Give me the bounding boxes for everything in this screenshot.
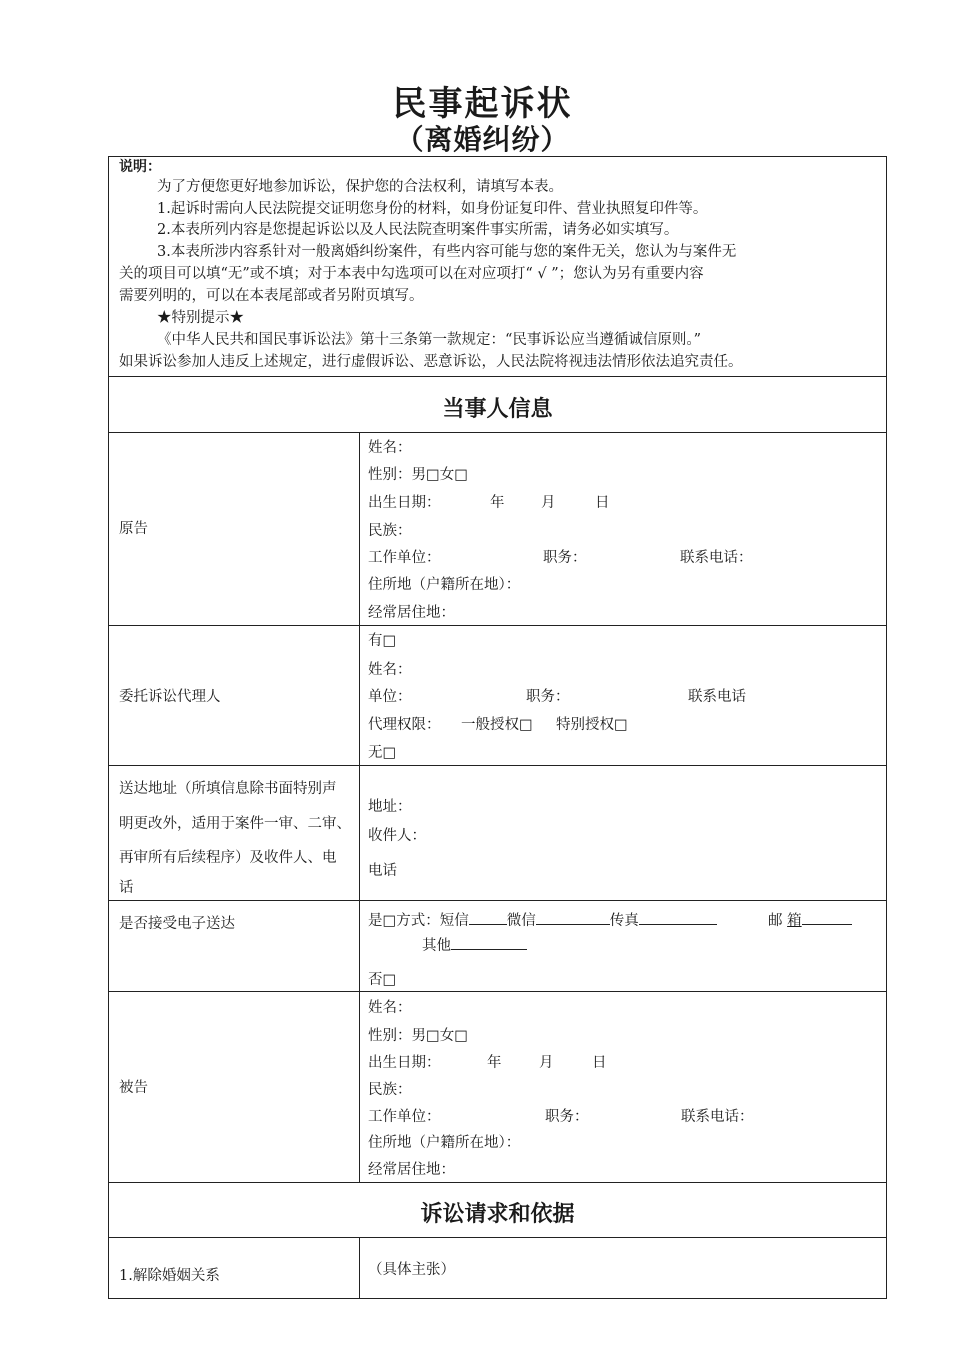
wechat-label: 微信 xyxy=(506,913,536,929)
column-divider xyxy=(359,432,360,1182)
service-recipient-field[interactable]: 收件人： xyxy=(368,828,426,844)
notes-line: 1.起诉时需向人民法院提交证明您身份的材料，如身份证复印件、营业执照复印件等。 xyxy=(157,201,708,217)
electronic-yes-checkbox[interactable] xyxy=(368,910,717,931)
section-title-parties: 当事人信息 xyxy=(442,397,553,422)
plaintiff-habitual-field[interactable]: 经常居住地： xyxy=(368,605,455,621)
plaintiff-label: 原告 xyxy=(119,521,148,537)
column-divider xyxy=(359,1237,360,1299)
defendant-label: 被告 xyxy=(119,1080,148,1096)
email-label: 箱 xyxy=(787,913,802,929)
email-field[interactable] xyxy=(768,910,852,931)
divider xyxy=(109,625,886,626)
divider xyxy=(109,1182,886,1183)
other-blank[interactable] xyxy=(451,935,527,950)
agent-label: 委托诉讼代理人 xyxy=(119,689,221,705)
email-label: 邮 xyxy=(768,913,783,929)
service-address-field[interactable]: 地址： xyxy=(368,799,412,815)
month-label: 月 xyxy=(539,1055,554,1071)
day-label: 日 xyxy=(592,1055,607,1071)
divider xyxy=(109,376,886,377)
agent-position-field[interactable]: 职务： xyxy=(526,689,570,705)
email-blank[interactable] xyxy=(802,910,852,925)
plaintiff-phone-field[interactable]: 联系电话： xyxy=(680,550,753,566)
service-label: 明更改外，适用于案件一审、二审、 xyxy=(119,816,351,832)
document-title: 民事起诉状 xyxy=(392,84,573,124)
general-authority-checkbox[interactable]: 一般授权□ xyxy=(461,717,533,733)
divider xyxy=(109,991,886,992)
service-label: 话 xyxy=(119,880,134,896)
defendant-position-field[interactable]: 职务： xyxy=(545,1109,589,1125)
year-label: 年 xyxy=(487,1055,502,1071)
claim-label: 1.解除婚姻关系 xyxy=(119,1268,220,1284)
notes-line: 关的项目可以填“无”或不填；对于本表中勾选项可以在对应项打“ √ ”；您认为另有重要内容 xyxy=(119,266,704,282)
agent-authority-label: 代理权限： xyxy=(368,717,441,733)
year-label: 年 xyxy=(490,495,505,511)
agent-phone-field[interactable]: 联系电话 xyxy=(688,689,746,705)
electronic-label: 是否接受电子送达 xyxy=(119,916,235,932)
service-label: 送达地址（所填信息除书面特别声 xyxy=(119,781,337,797)
sms-blank[interactable] xyxy=(469,910,507,925)
divider xyxy=(109,432,886,433)
plaintiff-residence-field[interactable]: 住所地（户籍所在地）： xyxy=(368,577,521,593)
other-field[interactable] xyxy=(422,935,527,956)
electronic-no-checkbox[interactable]: 否□ xyxy=(368,972,397,988)
notes-line: 2.本表所列内容是您提起诉讼以及人民法院查明案件事实所需，请务必如实填写。 xyxy=(157,222,679,238)
claim-content-field[interactable]: （具体主张） xyxy=(368,1262,455,1278)
wechat-blank[interactable] xyxy=(536,910,610,925)
fax-blank[interactable] xyxy=(639,910,717,925)
month-label: 月 xyxy=(541,495,556,511)
defendant-habitual-field[interactable]: 经常居住地： xyxy=(368,1162,455,1178)
defendant-ethnicity-field[interactable]: 民族： xyxy=(368,1082,412,1098)
divider xyxy=(109,900,886,901)
plaintiff-name-field[interactable]: 姓名： xyxy=(368,440,412,456)
special-notice: ★特别提示★ xyxy=(157,310,244,326)
fax-label: 传真 xyxy=(609,913,639,929)
defendant-work-unit-field[interactable]: 工作单位： xyxy=(368,1109,441,1125)
sms-label: 是□方式：短信 xyxy=(368,913,469,929)
defendant-birth-field[interactable]: 出生日期： xyxy=(368,1055,441,1071)
notes-line: 3.本表所涉内容系针对一般离婚纠纷案件，有些内容可能与您的案件无关，您认为与案件无 xyxy=(157,244,737,260)
defendant-name-field[interactable]: 姓名： xyxy=(368,1000,412,1016)
service-phone-field[interactable]: 电话 xyxy=(368,863,397,879)
agent-name-field[interactable]: 姓名： xyxy=(368,662,412,678)
notes-line: 如果诉讼参加人违反上述规定，进行虚假诉讼、恶意诉讼，人民法院将视违法情形依法追究责任。 xyxy=(119,354,743,370)
plaintiff-position-field[interactable]: 职务： xyxy=(543,550,587,566)
defendant-residence-field[interactable]: 住所地（户籍所在地）： xyxy=(368,1135,521,1151)
defendant-phone-field[interactable]: 联系电话： xyxy=(681,1109,754,1125)
notes-line: 为了方便您更好地参加诉讼，保护您的合法权利，请填写本表。 xyxy=(157,179,563,195)
agent-has-checkbox[interactable]: 有□ xyxy=(368,633,397,649)
day-label: 日 xyxy=(595,495,610,511)
special-authority-checkbox[interactable]: 特别授权□ xyxy=(556,717,628,733)
service-label: 再审所有后续程序）及收件人、电 xyxy=(119,850,337,866)
divider xyxy=(109,1237,886,1238)
plaintiff-ethnicity-field[interactable]: 民族： xyxy=(368,523,412,539)
plaintiff-birth-field[interactable]: 出生日期： xyxy=(368,495,441,511)
notes-line: 《中华人民共和国民事诉讼法》第十三条第一款规定：“民事诉讼应当遵循诚信原则。” xyxy=(157,332,702,348)
plaintiff-work-unit-field[interactable]: 工作单位： xyxy=(368,550,441,566)
other-label: 其他 xyxy=(422,938,451,954)
agent-unit-field[interactable]: 单位： xyxy=(368,689,412,705)
divider xyxy=(109,765,886,766)
section-title-claims: 诉讼请求和依据 xyxy=(420,1202,575,1227)
complaint-form xyxy=(108,156,887,1299)
plaintiff-gender-field[interactable]: 性别：男□女□ xyxy=(368,467,468,483)
agent-none-checkbox[interactable]: 无□ xyxy=(368,745,397,761)
notes-line: 需要列明的，可以在本表尾部或者另附页填写。 xyxy=(119,288,424,304)
notes-heading: 说明： xyxy=(119,159,161,175)
document-subtitle: （离婚纠纷） xyxy=(395,123,570,156)
defendant-gender-field[interactable]: 性别：男□女□ xyxy=(368,1028,468,1044)
